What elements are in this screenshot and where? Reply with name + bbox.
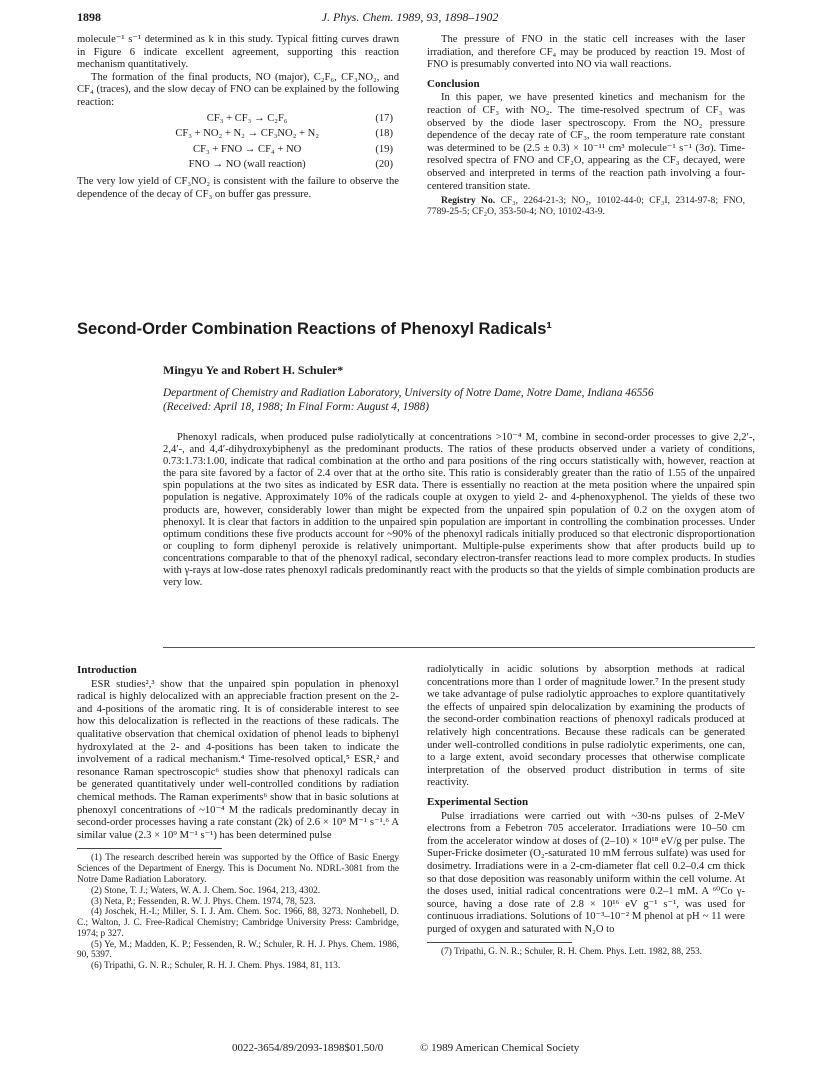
equation-text: CF₃ + NO₂ + N₂ → CF₃NO₂ + N₂ xyxy=(175,128,320,140)
affiliation: Department of Chemistry and Radiation Laboratory, University of Notre Dame, Notre Dame, Indiana 46556 xyxy=(163,387,654,399)
footnote-rule xyxy=(427,942,572,943)
top-right-column xyxy=(427,34,745,217)
page-number: 1898 xyxy=(77,10,101,24)
equation-text: CF₃ + FNO → CF₄ + NO xyxy=(193,143,302,155)
footnote: (5) Ye, M.; Madden, K. P.; Fessenden, R. W.; Schuler, R. H. J. Phys. Chem. 1986, 90, 5397. xyxy=(77,939,399,961)
section-heading-conclusion: Conclusion xyxy=(427,77,480,90)
equation-19 xyxy=(77,144,399,157)
footnote: (1) The research described herein was supported by the Office of Basic Energy Sciences of the Department of Energy. This is Document No. NDRL-3081 from the Notre Dame Radiation Laboratory. xyxy=(77,853,399,885)
paragraph: The pressure of FNO in the static cell increases with the laser irradiation, and therefore CF₄ may be produced by reaction 19. Most of FNO is presumably converted into NO via wall reactions. xyxy=(427,34,745,71)
footer-copyright: © 1989 American Chemical Society xyxy=(420,1042,580,1054)
article-title: Second-Order Combination Reactions of Phenoxyl Radicals¹ xyxy=(77,320,552,338)
abstract-text: Phenoxyl radicals, when produced pulse radiolytically at concentrations >10⁻⁴ M, combine in second-order processes to give 2,2′-, 2,4′-, and 4,4′-dihydroxybiphenyl as the predominant products. The ratios of these products observed under a variety of conditions, 0.73:1.73:1.00, indicate that radical combination at the ortho and para positions of the ring occurs statistically with, however, reaction at the para site favored by a factor of 2.4 over that at the ortho site. This ratio is considerably greater than the ratio of 1.55 of the unpaired spin populations at the two sites as indicated by ESR data. There is essentially no reaction at the meta position where the unpaired spin population is negative. Approximately 10% of the radicals couple at oxygen to yield 2- and 4-phenoxyphenol. The yields of these two products are, however, considerably lower than might be expected from the unpaired spin population of 0.2 on the oxygen atom of phenoxyl. It is clear that factors in addition to the unpaired spin population are important in controlling the combination processes. Under optimum conditions these five products account for ~90% of the phenoxyl radicals initially produced so that electronic disproportionation or coupling to form diphenyl peroxide is relatively unimportant. Multiple-pulse experiments show that after products build up to concentrations comparable to that of the phenoxyl radical, secondary electron-transfer reactions lead to more complex products. In studies with γ-rays at low-dose rates phenoxyl radicals predominantly react with the products so that the yields of simple combination products are very low. xyxy=(163,432,755,589)
equation-number: (17) xyxy=(375,112,393,124)
equation-text: CF₃ + CF₃ → C₂F₆ xyxy=(206,112,288,124)
bottom-right-column xyxy=(427,664,745,958)
footnote-rule xyxy=(77,848,222,849)
footnote: (3) Neta, P.; Fessenden, R. W. J. Phys. Chem. 1974, 78, 523. xyxy=(91,896,316,907)
bottom-left-column xyxy=(77,664,399,972)
equation-17 xyxy=(77,113,399,126)
paragraph: The very low yield of CF₃NO₂ is consistent with the failure to observe the dependence of the decay of CF₃ on buffer gas pressure. xyxy=(77,175,399,200)
section-heading-introduction: Introduction xyxy=(77,664,137,676)
abstract-rule xyxy=(163,647,755,648)
paragraph: molecule⁻¹ s⁻¹ determined as k in this study. Typical fitting curves drawn in Figure 6 indicate excellent agreement, supporting this reaction mechanism quantitatively. xyxy=(77,34,399,71)
equation-number: (20) xyxy=(375,159,393,171)
paragraph: The formation of the final products, NO (major), C₂F₆, CF₃NO₂, and CF₄ (traces), and the slow decay of FNO can be explained by the following reaction: xyxy=(77,71,399,108)
authors: Mingyu Ye and Robert H. Schuler* xyxy=(163,363,344,377)
paragraph: radiolytically in acidic solutions by absorption methods at radical concentrations more than 1 order of magnitude lower.⁷ In the present study we take advantage of pulse radiolytic approaches to explore quantitatively the effects of unpaired spin delocalization by examining the products of the second-order combination reactions of phenoxyl radicals produced at relatively high concentrations. Because these radicals can be generated under well-controlled conditions in pulse radiolytic experiments, one can, to a large extent, avoid secondary processes that otherwise complicate interpretation of the observed product distribution in terms of site reactivity. xyxy=(427,664,745,789)
footnote: (2) Stone, T. J.; Waters, W. A. J. Chem. Soc. 1964, 213, 4302. xyxy=(91,885,321,896)
footnote: (6) Tripathi, G. N. R.; Schuler, R. H. J. Chem. Phys. 1984, 81, 113. xyxy=(91,961,341,972)
equation-text: FNO → NO (wall reaction) xyxy=(188,159,306,171)
paragraph: In this paper, we have presented kinetics and mechanism for the reaction of CF₃ with NO₂. The time-resolved spectrum of CF₃ was observed by the diode laser spectroscopy. From the NO₂ pressure dependence of the decay rate of CF₃, the room temperature rate constant was determined to be (2.5 ± 0.3) × 10⁻¹¹ cm³ molecule⁻¹ s⁻¹ (3σ). Time-resolved spectra of FNO and CF₂O, appearing as the CF₃ decayed, were observed and interpreted in terms of the reaction path involving a four-centered transition state. xyxy=(427,92,745,192)
affiliation-block xyxy=(163,387,763,414)
paragraph: ESR studies²,³ show that the unpaired spin population in phenoxyl radical is highly delocalized with an appreciable fraction present on the 2- and 4-positions of the aromatic ring. It is of considerable interest to see how this delocalization is reflected in the reactions of these radicals. The qualitative observation that chemical oxidation of phenol leads to biphenyl hydroxylated at the 2- and 4-positions has been taken to indicate the involvement of a radical mechanism.⁴ Time-resolved optical,⁵ ESR,² and resonance Raman spectroscopic⁶ studies show that phenoxyl radicals can be generated quantitatively under well-controlled conditions by radiation chemical methods. The Raman experiments⁶ show that in basic solutions at phenoxyl concentrations of ~10⁻⁴ M the radicals predominantly decay in second-order processes having a rate constant (2k) of 2.6 × 10⁹ M⁻¹ s⁻¹.⁶ A similar value (2.3 × 10⁹ M⁻¹ s⁻¹) has been determined pulse xyxy=(77,678,399,841)
registry-numbers xyxy=(427,195,745,217)
section-heading-experimental: Experimental Section xyxy=(427,795,529,808)
registry-label: Registry No. xyxy=(441,195,496,207)
received-dates: (Received: April 18, 1988; In Final Form: August 4, 1988) xyxy=(163,400,429,413)
equation-18 xyxy=(77,128,399,141)
registry-text: CF₃, 2264-21-3; NO₂, 10102-44-0; CF₃I, 2314-97-8; FNO, 7789-25-5; CF₂O, 353-50-4; NO, 10102-43-9. xyxy=(427,195,745,218)
equation-20 xyxy=(77,159,399,172)
footer-code: 0022-3654/89/2093-1898$01.50/0 xyxy=(232,1042,384,1054)
top-left-column xyxy=(77,34,399,201)
equation-number: (18) xyxy=(375,128,393,140)
paragraph: Pulse irradiations were carried out with ~30-ns pulses of 2-MeV electrons from a Febetron 705 accelerator. Irradiations were 10–50 cm from the accelerator window at doses of (2–10) × 10¹⁸ eV/g per pulse. The Super-Fricke dosimeter (O₂-saturated 10 mM ferrous sulfate) was used for dosimetry. Irradiations were in a 2-cm-diameter flat cell 0.2–0.4 cm thick so that dose deposition was reasonably uniform within the cell volume. At the doses used, initial radical concentrations were 0.2–1 mM. A ⁶⁰Co γ-source, having a dose rate of 2.8 × 10¹⁶ eV g⁻¹ s⁻¹, was used for continuous irradiations. Solutions of 10⁻³–10⁻² M phenol at pH ~ 11 were purged of oxygen and saturated with N₂O to xyxy=(427,810,745,935)
footnote: (7) Tripathi, G. N. R.; Schuler, R. H. Chem. Phys. Lett. 1982, 88, 253. xyxy=(441,947,702,958)
journal-header: J. Phys. Chem. 1989, 93, 1898–1902 xyxy=(321,10,499,24)
footnote: (4) Joschek, H.-I.; Miller, S. I. J. Am. Chem. Soc. 1966, 88, 3273. Nonhebell, D. C.; Walton, J. C. Free-Radical Chemistry; Cambridge University Press: Cambridge, 1974; p 327. xyxy=(77,907,399,939)
abstract xyxy=(163,432,755,589)
equation-number: (19) xyxy=(375,143,393,155)
